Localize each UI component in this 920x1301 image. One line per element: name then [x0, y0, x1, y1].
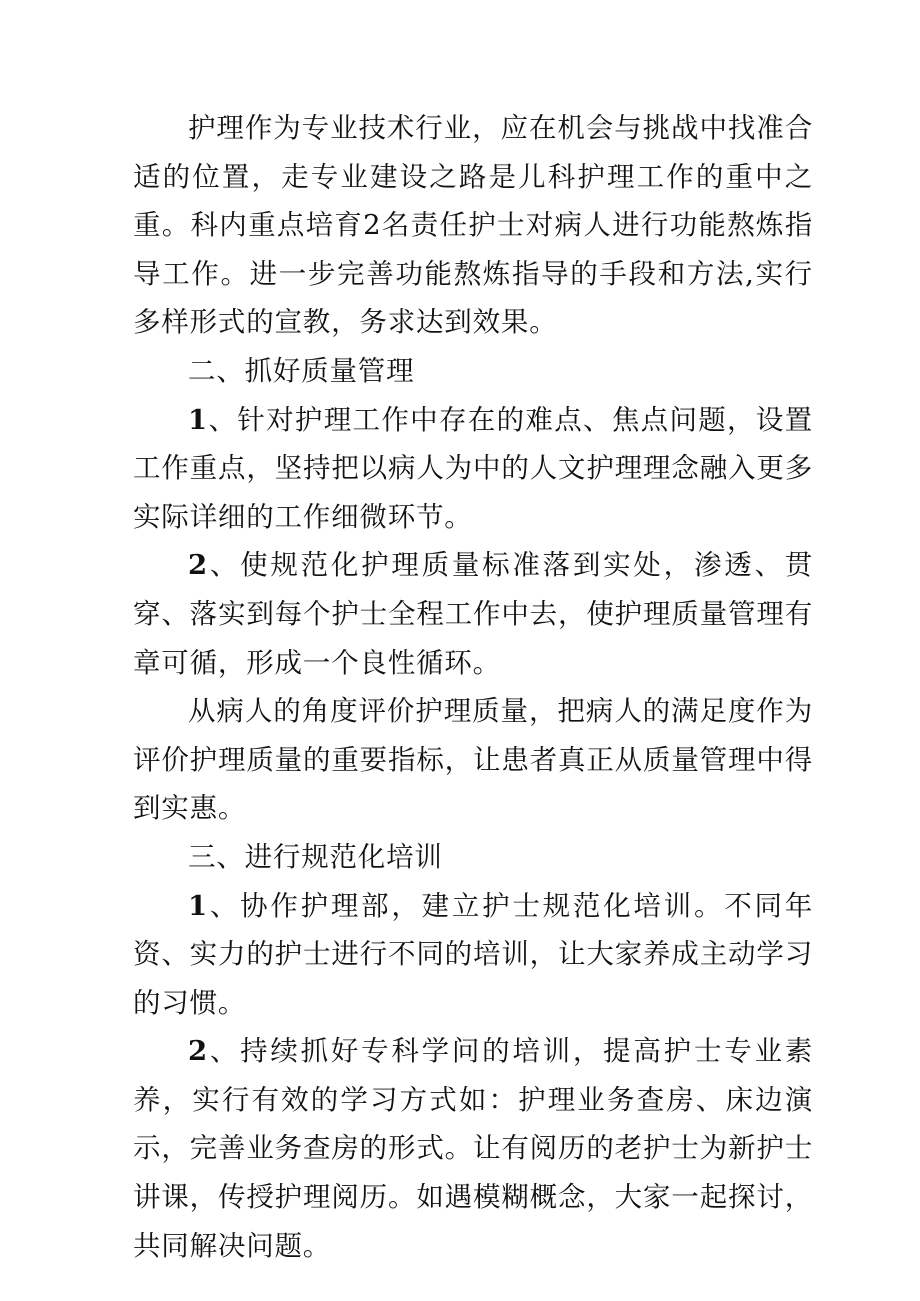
intro-paragraph: 护理作为专业技术行业，应在机会与挑战中找准合适的位置，走专业建设之路是儿科护理工作的重中之重。科内重点培育2名责任护士对病人进行功能熬炼指导工作。进一步完善功能熬炼指导的手段和方法,实行多样形式的宣教，务求达到效果。 [133, 112, 813, 339]
section-heading-training: 三、进行规范化培训 [188, 840, 443, 873]
item-text: 、持续抓好专科学问的培训，提高护士专业素养，实行有效的学习方式如：护理业务查房、床边演示，完善业务查房的形式。让有阅历的老护士为新护士讲课，传授护理阅历。如遇模糊概念，大家一起探讨，共同解决问题。 [133, 1035, 813, 1262]
item-number: 2 [188, 1035, 208, 1068]
training-item-1 [133, 882, 813, 1028]
item-text: 、协作护理部，建立护士规范化培训。不同年资、实力的护士进行不同的培训，让大家养成主动学习的习惯。 [133, 889, 813, 1019]
item-number: 1 [188, 889, 208, 922]
training-item-2 [133, 1027, 813, 1270]
item-number: 2 [188, 549, 208, 582]
document-body [133, 104, 813, 1270]
quality-item-1 [133, 396, 813, 542]
quality-item-2 [133, 541, 813, 687]
evaluation-paragraph: 从病人的角度评价护理质量，把病人的满足度作为评价护理质量的重要指标，让患者真正从质量管理中得到实惠。 [133, 695, 813, 825]
item-number: 1 [188, 403, 208, 436]
item-text: 、使规范化护理质量标准落到实处，渗透、贯穿、落实到每个护士全程工作中去，使护理质量管理有章可循，形成一个良性循环。 [133, 549, 813, 679]
item-text: 、针对护理工作中存在的难点、焦点问题，设置工作重点，坚持把以病人为中的人文护理理念融入更多实际详细的工作细微环节。 [133, 403, 813, 533]
section-heading-quality: 二、抓好质量管理 [188, 354, 415, 387]
